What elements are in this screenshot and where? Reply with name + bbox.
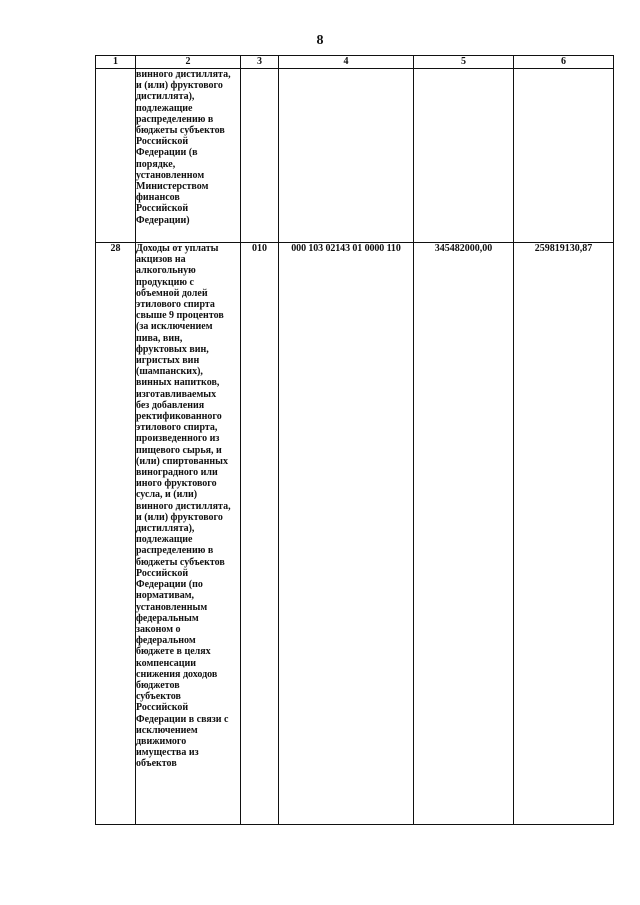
description-line: винных напитков, bbox=[136, 377, 220, 389]
description-line: без добавления bbox=[136, 399, 205, 411]
description-line: игристых вин bbox=[136, 355, 200, 367]
description-line: распределению в bbox=[136, 113, 214, 125]
description-line: Российской bbox=[136, 702, 189, 714]
description-line: подлежащие bbox=[136, 102, 193, 114]
description-line: исключением bbox=[136, 724, 198, 736]
admin-code-cell: 010 bbox=[241, 243, 279, 825]
description-line: бюджеты субъектов bbox=[136, 125, 225, 137]
description-line: федеральным bbox=[136, 612, 199, 624]
row-number-cell bbox=[96, 69, 136, 243]
description-line: Российской bbox=[136, 567, 189, 579]
description-line: винного дистиллята, bbox=[136, 69, 231, 80]
description-line: Федерации (в bbox=[136, 147, 198, 159]
actual-amount-cell: 259819130,87 bbox=[514, 243, 614, 825]
description-line: (шампанских), bbox=[136, 366, 203, 378]
description-line: порядке, bbox=[136, 158, 176, 170]
table-row bbox=[96, 243, 614, 825]
description-line: фруктовых вин, bbox=[136, 343, 209, 355]
row-description-cell bbox=[136, 243, 241, 825]
table-header-row bbox=[96, 56, 614, 69]
budget-code-cell bbox=[279, 69, 414, 243]
description-line: Федерации) bbox=[136, 214, 190, 226]
description-line: имущества из bbox=[136, 747, 199, 759]
description-line: бюджете в целях bbox=[136, 646, 211, 658]
revenue-table bbox=[95, 55, 614, 825]
row-number-cell: 28 bbox=[96, 243, 136, 825]
description-line: акцизов на bbox=[136, 254, 186, 266]
description-line: нормативам, bbox=[136, 590, 195, 602]
description-line: продукцию с bbox=[136, 276, 194, 288]
description-line: произведенного из bbox=[136, 433, 220, 445]
description-line: бюджеты субъектов bbox=[136, 556, 225, 568]
column-header: 3 bbox=[241, 56, 279, 69]
description-line: (за исключением bbox=[136, 321, 213, 333]
description-line: иного фруктового bbox=[136, 478, 217, 490]
planned-amount-cell bbox=[414, 69, 514, 243]
description-line: изготавливаемых bbox=[136, 388, 217, 400]
column-header: 4 bbox=[279, 56, 414, 69]
description-line: снижения доходов bbox=[136, 668, 218, 680]
description-line: алкогольную bbox=[136, 265, 196, 277]
description-line: Федерации в связи с bbox=[136, 713, 229, 725]
description-line: установленном bbox=[136, 169, 205, 181]
description-line: объектов bbox=[136, 758, 177, 770]
description-line: Министерством bbox=[136, 181, 209, 193]
row-description-cell bbox=[136, 69, 241, 243]
description-line: распределению в bbox=[136, 545, 214, 557]
description-line: бюджетов bbox=[136, 679, 180, 691]
budget-code-cell: 000 103 02143 01 0000 110 bbox=[279, 243, 414, 825]
description-line: законом о bbox=[136, 623, 181, 635]
description-line: движимого bbox=[136, 735, 187, 747]
column-header: 6 bbox=[514, 56, 614, 69]
column-header: 1 bbox=[96, 56, 136, 69]
description-line: Доходы от уплаты bbox=[136, 243, 219, 254]
description-line: пива, вин, bbox=[136, 332, 183, 344]
description-line: дистиллята), bbox=[136, 523, 195, 535]
description-line: Федерации (по bbox=[136, 579, 203, 591]
page-number: 8 bbox=[316, 33, 324, 48]
description-line: Российской bbox=[136, 136, 189, 148]
description-line: пищевого сырья, и bbox=[136, 444, 222, 456]
description-line: финансов bbox=[136, 192, 180, 204]
description-line: этилового спирта, bbox=[136, 422, 218, 434]
description-line: объемной долей bbox=[136, 287, 208, 299]
column-header: 2 bbox=[136, 56, 241, 69]
description-line: (или) спиртованных bbox=[136, 455, 228, 467]
description-line: федеральном bbox=[136, 635, 196, 647]
column-header: 5 bbox=[414, 56, 514, 69]
actual-amount-cell bbox=[514, 69, 614, 243]
description-line: винного дистиллята, bbox=[136, 500, 231, 512]
planned-amount-cell: 345482000,00 bbox=[414, 243, 514, 825]
description-line: установленным bbox=[136, 601, 208, 613]
description-line: этилового спирта bbox=[136, 299, 215, 311]
description-line: компенсации bbox=[136, 657, 197, 669]
description-line: и (или) фруктового bbox=[136, 511, 223, 523]
description-line: и (или) фруктового bbox=[136, 80, 223, 92]
description-line: дистиллята), bbox=[136, 91, 195, 103]
description-line: подлежащие bbox=[136, 534, 193, 546]
description-line: Российской bbox=[136, 203, 189, 215]
admin-code-cell bbox=[241, 69, 279, 243]
description-line: виноградного или bbox=[136, 467, 218, 479]
description-line: сусла, и (или) bbox=[136, 489, 198, 501]
table-row bbox=[96, 69, 614, 243]
description-line: свыше 9 процентов bbox=[136, 310, 224, 322]
description-line: ректификованного bbox=[136, 411, 222, 423]
description-line: субъектов bbox=[136, 691, 181, 703]
